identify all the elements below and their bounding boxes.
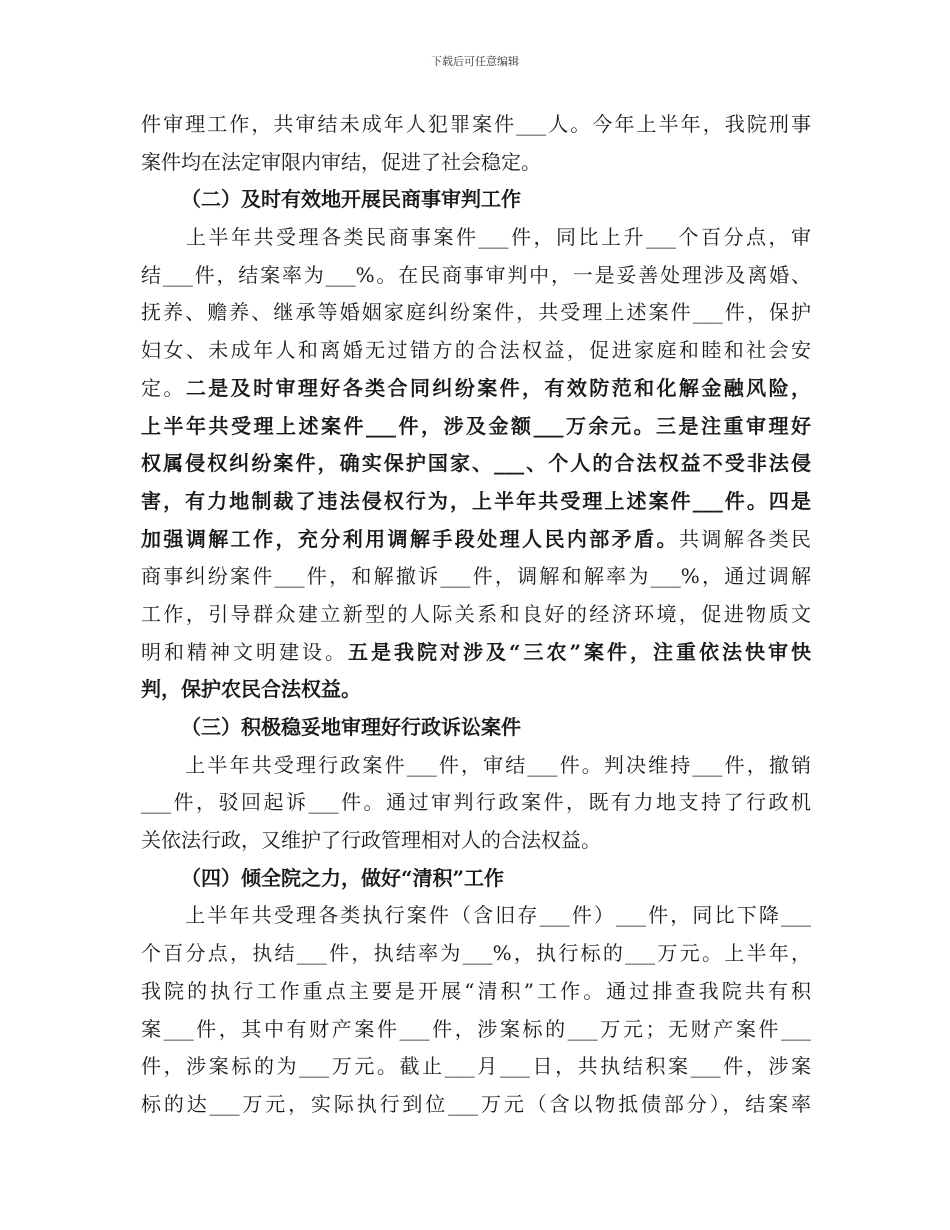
text-line — [141, 747, 811, 785]
text-line — [141, 1048, 811, 1086]
text-line — [141, 1086, 811, 1124]
text-line — [141, 558, 811, 596]
text-segment: 上半年共受理上述案件___件，涉及金额___万余元。三是注重审理好 — [141, 413, 811, 438]
text-segment: 判，保护农民合法权益。 — [141, 677, 361, 702]
page-header: 下载后可任意编辑 — [431, 55, 519, 68]
text-segment: 明和精神文明建设。 — [141, 639, 348, 664]
text-line — [141, 144, 811, 182]
text-segment: 标的达___万元，实际执行到位___万元（含以物抵债部分），结案率 — [141, 1091, 811, 1116]
text-segment: 个百分点，执结___件，执结率为___%，执行标的___万元。上半年， — [141, 941, 811, 966]
text-line — [141, 219, 811, 257]
text-segment: 结___件，结案率为___%。在民商事审判中，一是妥善处理涉及离婚、 — [141, 262, 811, 287]
text-line — [141, 973, 811, 1011]
text-line — [141, 332, 811, 370]
text-line — [141, 370, 811, 408]
text-segment: 案件均在法定审限内审结，促进了社会稳定。 — [141, 149, 541, 174]
text-segment: ___件，驳回起诉___件。通过审判行政案件，既有力地支持了行政机 — [141, 790, 811, 815]
section-heading — [141, 181, 811, 219]
text-segment: 定。 — [141, 375, 186, 400]
text-segment: 我院的执行工作重点主要是开展“清积”工作。通过排查我院共有积 — [141, 978, 811, 1003]
text-line — [141, 294, 811, 332]
text-line — [141, 784, 811, 822]
text-line — [141, 106, 811, 144]
text-segment: （二）及时有效地开展民商事审判工作 — [181, 187, 521, 212]
document-body — [141, 106, 811, 1124]
text-segment: 共调解各类民 — [678, 526, 812, 551]
text-segment: 关依法行政，又维护了行政管理相对人的合法权益。 — [141, 828, 601, 853]
text-line — [141, 671, 811, 709]
text-line — [141, 445, 811, 483]
text-segment: 妇女、未成年人和离婚无过错方的合法权益，促进家庭和睦和社会安 — [141, 338, 811, 363]
text-segment: 上半年共受理各类执行案件（含旧存___件）___件，同比下降___ — [141, 903, 811, 928]
text-segment: 件，涉案标的为___万元。截止___月___日，共执结积案___件，涉案 — [141, 1054, 811, 1079]
text-segment: 二是及时审理好各类合同纠纷案件，有效防范和化解金融风险， — [185, 375, 812, 400]
section-heading — [141, 709, 811, 747]
section-heading — [141, 860, 811, 898]
text-segment: 权属侵权纠纷案件，确实保护国家、___、个人的合法权益不受非法侵 — [141, 451, 811, 476]
text-line — [141, 634, 811, 672]
text-segment: 工作，引导群众建立新型的人际关系和良好的经济环境，促进物质文 — [141, 601, 811, 626]
text-segment: （三）积极稳妥地审理好行政诉讼案件 — [181, 715, 521, 739]
text-segment: 件审理工作，共审结未成年人犯罪案件___人。今年上半年，我院刑事 — [141, 112, 811, 136]
text-segment: 五是我院对涉及“三农”案件，注重依法快审快 — [348, 639, 811, 664]
text-line — [141, 822, 811, 860]
text-segment: 商事纠纷案件___件，和解撤诉___件，调解和解率为___%，通过调解 — [141, 564, 811, 589]
text-line — [141, 257, 811, 295]
text-line — [141, 408, 811, 446]
text-segment: 案___件，其中有财产案件___件，涉案标的___万元；无财产案件___ — [141, 1016, 811, 1041]
text-segment: 加强调解工作，充分利用调解手段处理人民内部矛盾。 — [141, 526, 679, 551]
text-line — [141, 1011, 811, 1049]
text-segment: （四）倾全院之力，做好“清积”工作 — [181, 865, 505, 890]
text-line — [141, 897, 811, 935]
text-segment: 抚养、赡养、继承等婚姻家庭纠纷案件，共受理上述案件___件，保护 — [141, 300, 811, 325]
text-segment: 害，有力地制裁了违法侵权行为，上半年共受理上述案件___件。四是 — [141, 488, 811, 513]
text-line — [141, 521, 811, 559]
text-line — [141, 596, 811, 634]
text-segment: 上半年共受理各类民商事案件___件，同比上升___个百分点，审 — [141, 225, 811, 250]
text-segment: 上半年共受理行政案件___件，审结___件。判决维持___件，撤销 — [141, 752, 811, 777]
text-line — [141, 483, 811, 521]
text-line — [141, 935, 811, 973]
